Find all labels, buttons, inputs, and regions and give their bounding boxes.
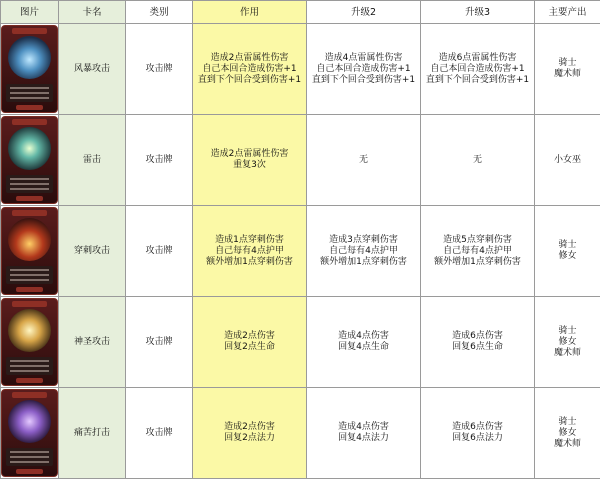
table-row	[1, 388, 600, 479]
card-upgrade2: 造成4点伤害 回复4点法力	[307, 388, 421, 479]
card-effect: 造成2点雷属性伤害 自己本回合造成伤害+1 直到下个回合受到伤害+1	[193, 24, 307, 115]
card-name: 风暴攻击	[59, 24, 126, 115]
card-upgrade3: 造成6点伤害 回复6点生命	[421, 297, 535, 388]
card-image-cell	[1, 24, 59, 115]
header-upgrade3: 升级3	[421, 1, 535, 24]
card-upgrade3: 无	[421, 115, 535, 206]
card-name: 穿刺攻击	[59, 206, 126, 297]
header-source: 主要产出	[535, 1, 600, 24]
card-category: 攻击牌	[126, 206, 193, 297]
header-name: 卡名	[59, 1, 126, 24]
card-effect: 造成2点伤害 回复2点法力	[193, 388, 307, 479]
card-image-cell	[1, 115, 59, 206]
table-row	[1, 297, 600, 388]
card-upgrade3: 造成5点穿刺伤害 自己每有4点护甲 额外增加1点穿刺伤害	[421, 206, 535, 297]
card-image-cell	[1, 206, 59, 297]
card-effect: 造成2点雷属性伤害 重复3次	[193, 115, 307, 206]
card-upgrade2: 造成3点穿刺伤害 自己每有4点护甲 额外增加1点穿刺伤害	[307, 206, 421, 297]
card-image-cell	[1, 388, 59, 479]
card-name: 雷击	[59, 115, 126, 206]
card-effect: 造成2点伤害 回复2点生命	[193, 297, 307, 388]
card-source: 骑士 修女	[535, 206, 600, 297]
card-source: 骑士 修女 魔术师	[535, 297, 600, 388]
card-category: 攻击牌	[126, 388, 193, 479]
table-row	[1, 206, 600, 297]
card-upgrade3: 造成6点雷属性伤害 自己本回合造成伤害+1 直到下个回合受到伤害+1	[421, 24, 535, 115]
card-source: 小女巫	[535, 115, 600, 206]
header-upgrade2: 升级2	[307, 1, 421, 24]
card-name: 痛苦打击	[59, 388, 126, 479]
card-category: 攻击牌	[126, 24, 193, 115]
pain-card-icon	[1, 389, 58, 477]
table-row	[1, 24, 600, 115]
card-category: 攻击牌	[126, 297, 193, 388]
storm-card-icon	[1, 25, 58, 113]
header-image: 图片	[1, 1, 59, 24]
card-category: 攻击牌	[126, 115, 193, 206]
card-upgrade3: 造成6点伤害 回复6点法力	[421, 388, 535, 479]
header-effect: 作用	[193, 1, 307, 24]
thunder-card-icon	[1, 116, 58, 204]
card-upgrade2: 无	[307, 115, 421, 206]
header-category: 类别	[126, 1, 193, 24]
header-row	[1, 1, 600, 24]
card-source: 骑士 魔术师	[535, 24, 600, 115]
card-image-cell	[1, 297, 59, 388]
card-source: 骑士 修女 魔术师	[535, 388, 600, 479]
pierce-card-icon	[1, 207, 58, 295]
card-upgrade2: 造成4点伤害 回复4点生命	[307, 297, 421, 388]
card-upgrade2: 造成4点雷属性伤害 自己本回合造成伤害+1 直到下个回合受到伤害+1	[307, 24, 421, 115]
card-name: 神圣攻击	[59, 297, 126, 388]
table-row	[1, 115, 600, 206]
card-effect: 造成1点穿刺伤害 自己每有4点护甲 额外增加1点穿刺伤害	[193, 206, 307, 297]
holy-card-icon	[1, 298, 58, 386]
